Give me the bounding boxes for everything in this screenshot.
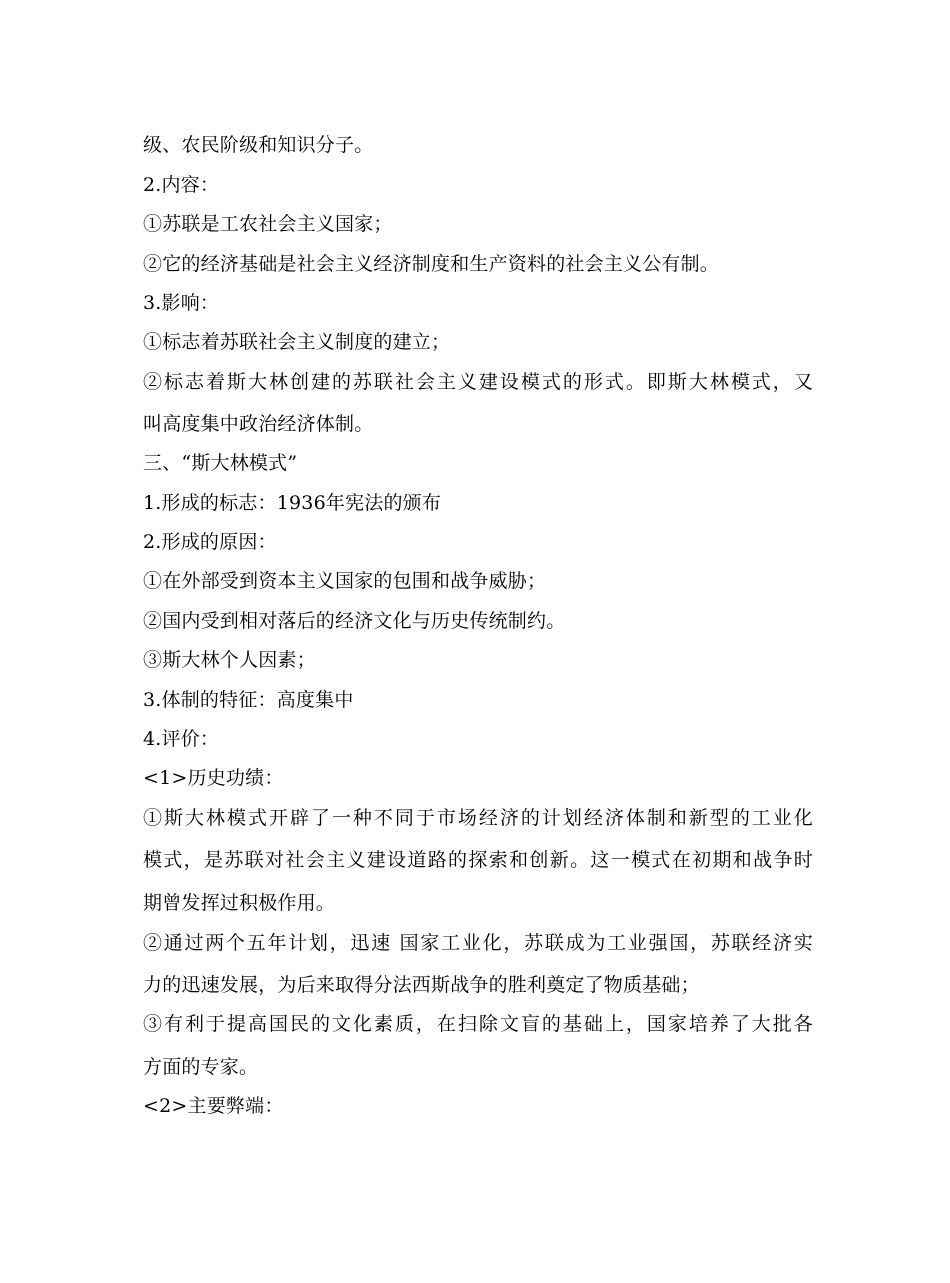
- text-line: 3.影响：: [143, 292, 220, 314]
- text-line: ②通过两个五年计划，迅速 国家工业化，苏联成为工业强国，苏联经济实: [143, 932, 813, 954]
- text-line: 4.评价：: [143, 728, 220, 750]
- text-line: <2>主要弊端：: [143, 1095, 284, 1117]
- text-line: 2.形成的原因：: [143, 531, 277, 553]
- text-line: ②标志着斯大林创建的苏联社会主义建设模式的形式。即斯大林模式，又: [143, 371, 813, 393]
- text-line: ③斯大林个人因素；: [143, 649, 316, 671]
- text-line: 三、“斯大林模式”: [143, 452, 298, 474]
- text-line: 1.形成的标志：1936年宪法的颁布: [143, 492, 442, 514]
- text-line: 2.内容：: [143, 174, 220, 196]
- text-line: 力的迅速发展，为后来取得分法西斯战争的胜利奠定了物质基础；: [143, 974, 700, 996]
- text-line: 期曾发挥过积极作用。: [143, 892, 336, 914]
- text-line: 模式，是苏联对社会主义建设道路的探索和创新。这一模式在初期和战争时: [143, 849, 813, 871]
- text-line: ③有利于提高国民的文化素质，在扫除文盲的基础上，国家培养了大批各: [143, 1013, 813, 1035]
- text-line: ②国内受到相对落后的经济文化与历史传统制约。: [143, 610, 566, 632]
- text-line: ②它的经济基础是社会主义经济制度和生产资料的社会主义公有制。: [143, 253, 720, 275]
- text-line: <1>历史功绩：: [143, 767, 284, 789]
- text-line: 3.体制的特征：高度集中: [143, 689, 354, 711]
- text-line: ①在外部受到资本主义国家的包围和战争威胁；: [143, 570, 547, 592]
- text-line: 叫高度集中政治经济体制。: [143, 413, 374, 435]
- text-line: ①标志着苏联社会主义制度的建立；: [143, 331, 451, 353]
- text-line: ①苏联是工农社会主义国家；: [143, 213, 393, 235]
- text-line: ①斯大林模式开辟了一种不同于市场经济的计划经济体制和新型的工业化: [143, 807, 813, 829]
- text-line: 级、农民阶级和知识分子。: [143, 134, 374, 156]
- text-line: 方面的专家。: [143, 1056, 259, 1078]
